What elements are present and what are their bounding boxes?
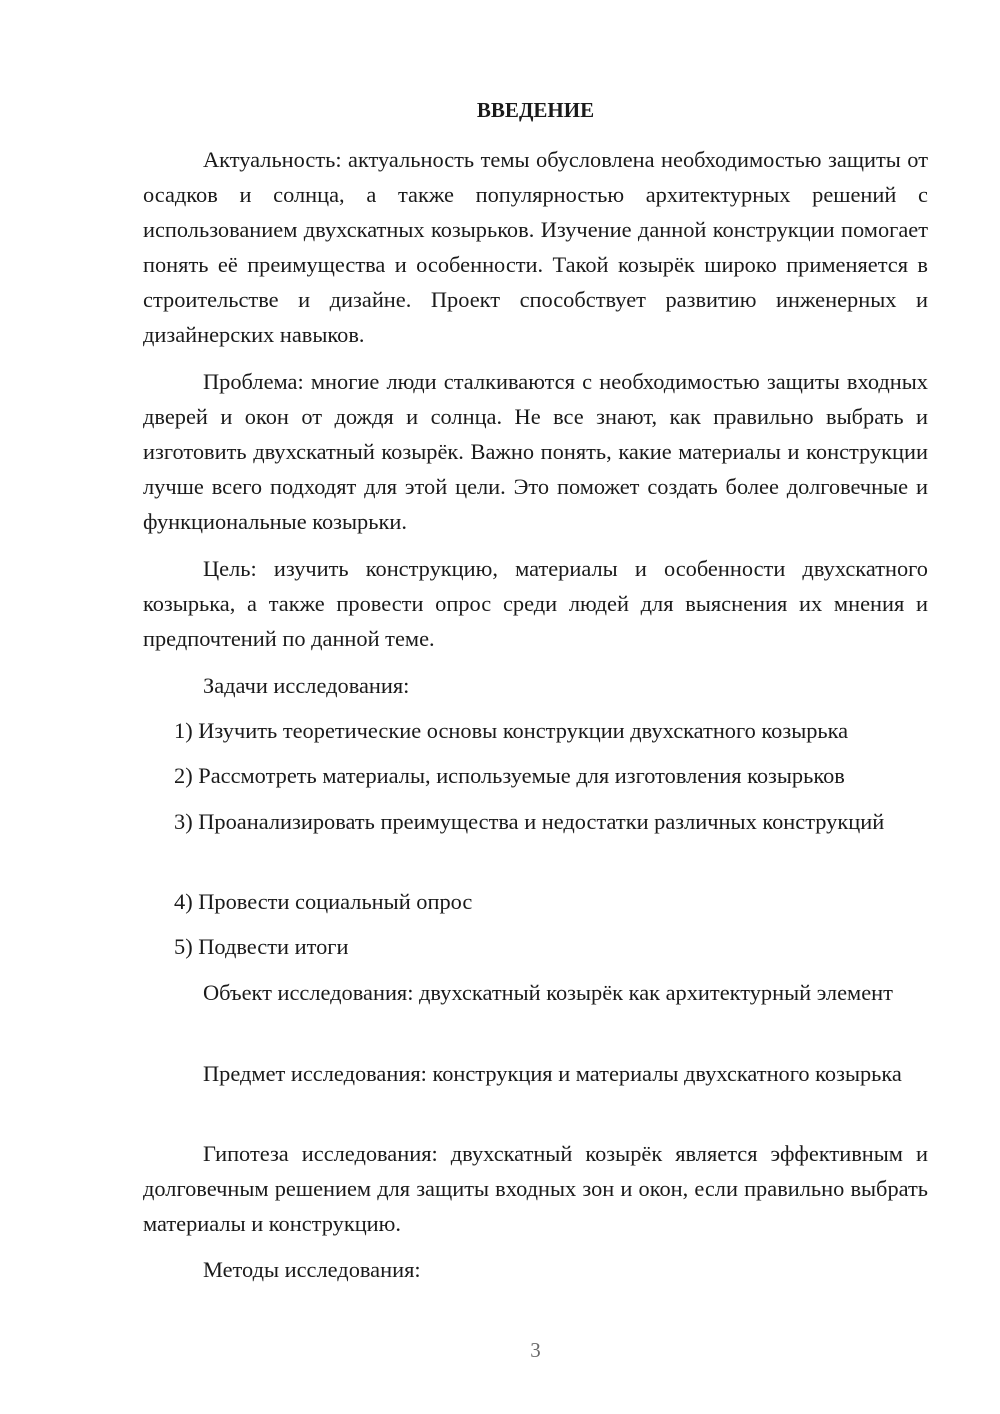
paragraph-relevance: Актуальность: актуальность темы обусловлена необходимостью защиты от осадков и солнца, а также популярностью архитектурных решений с использованием двухскатных козырьков. Изучение данной конструкции помогает понять её преимущества и особенности. Такой козырёк широко применяется в строительстве и дизайне. Проект способствует развитию инженерных и дизайнерских навыков. [143,147,928,347]
paragraph-object: Объект исследования: двухскатный козырёк как архитектурный элемент [203,980,893,1005]
task-item: 3) Проанализировать преимущества и недостатки различных конструкций [174,809,885,834]
section-title: ВВЕДЕНИЕ [476,98,595,122]
task-item: 5) Подвести итоги [174,934,349,959]
task-item: 2) Рассмотреть материалы, используемые для изготовления козырьков [174,763,845,788]
task-item: 1) Изучить теоретические основы конструкции двухскатного козырька [174,718,849,743]
methods-heading: Методы исследования: [203,1257,421,1282]
page-number: 3 [530,1338,541,1362]
document-page [143,0,928,1414]
task-item: 4) Провести социальный опрос [174,889,473,914]
paragraph-problem: Проблема: многие люди сталкиваются с необходимостью защиты входных дверей и окон от дождя и солнца. Не все знают, как правильно выбрать и изготовить двухскатный козырёк. Важно понять, какие материалы и конструкции лучше всего подходят для этой цели. Это поможет создать более долговечные и функциональные козырьки. [143,369,928,534]
paragraph-hypothesis: Гипотеза исследования: двухскатный козырёк является эффективным и долговечным решением для защиты входных зон и окон, если правильно выбрать материалы и конструкцию. [143,1141,928,1236]
tasks-heading: Задачи исследования: [203,673,410,698]
paragraph-subject: Предмет исследования: конструкция и материалы двухскатного козырька [203,1061,902,1086]
paragraph-goal: Цель: изучить конструкцию, материалы и особенности двухскатного козырька, а также провести опрос среди людей для выяснения их мнения и предпочтений по данной теме. [143,556,928,651]
